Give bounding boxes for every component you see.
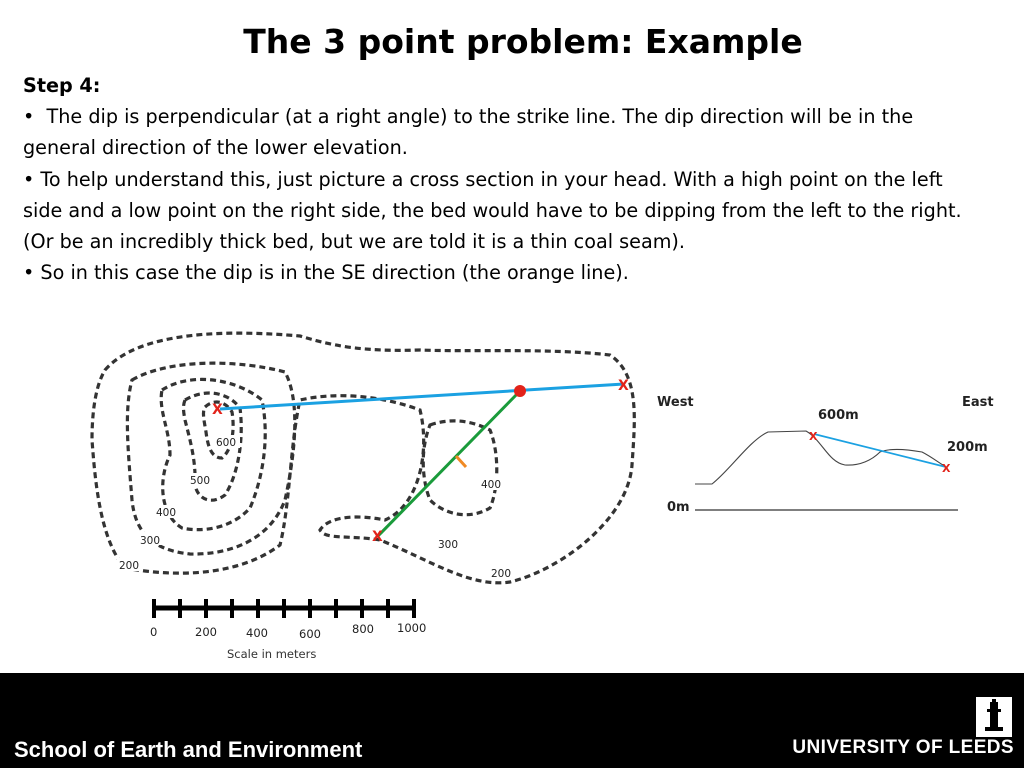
cross-marker-low: X bbox=[942, 462, 951, 475]
contour-label-200: 200 bbox=[119, 560, 140, 572]
elev-label-200m: 200m bbox=[947, 440, 988, 455]
figure bbox=[0, 300, 1024, 670]
bullet-3: • So in this case the dip is in the SE direction (the orange line). bbox=[23, 261, 629, 285]
footer-bar bbox=[0, 673, 1024, 768]
contour-map bbox=[92, 333, 634, 583]
elev-label-0m: 0m bbox=[667, 500, 690, 515]
point-marker-west: X bbox=[212, 402, 223, 418]
strike-line bbox=[220, 384, 624, 409]
contour-label-300: 300 bbox=[140, 535, 161, 547]
elev-label-600m: 600m bbox=[818, 408, 859, 423]
bullet-1: • The dip is perpendicular (at a right angle) to the strike line. The dip direction will be in the general direction of the lower elevation. bbox=[23, 105, 914, 160]
cross-marker-high: X bbox=[809, 430, 818, 443]
scale-bar bbox=[150, 599, 426, 661]
dip-line-green bbox=[378, 391, 520, 536]
university-crest-icon bbox=[976, 697, 1012, 737]
scale-label-800: 800 bbox=[352, 622, 374, 636]
point-marker-south: X bbox=[372, 529, 383, 545]
contour-label-200-east: 200 bbox=[491, 568, 512, 580]
cross-section bbox=[657, 395, 994, 515]
contour-200 bbox=[92, 333, 634, 583]
scale-label-200: 200 bbox=[195, 625, 217, 639]
school-name: School of Earth and Environment bbox=[14, 737, 363, 762]
slide-body bbox=[23, 70, 983, 288]
contour-label-600: 600 bbox=[216, 437, 237, 449]
contour-label-400-east: 400 bbox=[481, 479, 502, 491]
west-label: West bbox=[657, 395, 694, 410]
slide-title: The 3 point problem: Example bbox=[243, 22, 803, 61]
intersection-point bbox=[514, 385, 526, 397]
point-marker-east: X bbox=[618, 378, 629, 394]
step-label: Step 4: bbox=[23, 74, 101, 97]
scale-caption: Scale in meters bbox=[227, 647, 317, 661]
cross-section-dip-line bbox=[814, 434, 946, 467]
scale-label-600: 600 bbox=[299, 627, 321, 641]
scale-label-400: 400 bbox=[246, 626, 268, 640]
contour-label-500: 500 bbox=[190, 475, 211, 487]
east-label: East bbox=[962, 395, 994, 410]
contour-300 bbox=[127, 363, 294, 554]
contour-label-300-east: 300 bbox=[438, 539, 459, 551]
contour-400-east bbox=[423, 421, 497, 515]
university-name: UNIVERSITY OF LEEDS bbox=[792, 737, 1014, 758]
scale-label-0: 0 bbox=[150, 625, 158, 639]
contour-label-400: 400 bbox=[156, 507, 177, 519]
scale-label-1000: 1000 bbox=[397, 621, 427, 635]
bullet-2: • To help understand this, just picture a cross section in your head. With a high point on the left side and a low point on the right side, the bed would have to be dipping from the left to the right. (Or be an incredibly thick bed, but we are told it is a thin coal seam). bbox=[23, 167, 962, 254]
dip-direction-tick bbox=[456, 456, 466, 467]
